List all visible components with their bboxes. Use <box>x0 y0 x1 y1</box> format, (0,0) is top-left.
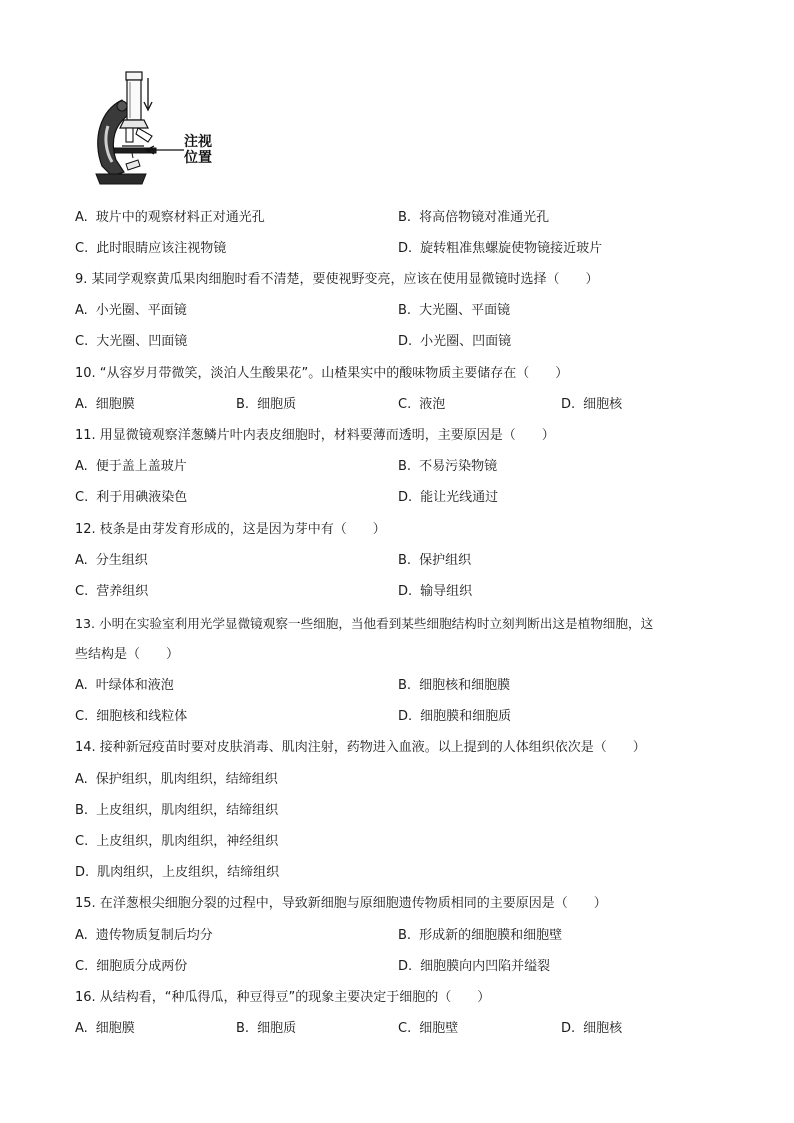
option-key: B. <box>398 210 412 225</box>
q12-option-b <box>398 551 471 571</box>
option-text: 便于盖上盖玻片 <box>95 459 187 474</box>
option-key: C. <box>75 584 89 599</box>
q14-option-b <box>75 801 278 821</box>
q12-option-d <box>398 582 472 602</box>
option-key: B. <box>398 553 412 568</box>
option-key: B. <box>398 303 412 318</box>
q13-option-a <box>75 676 174 696</box>
q14-option-d <box>75 863 279 883</box>
q14-option-c <box>75 832 278 852</box>
q15-option-a <box>75 926 213 946</box>
option-key: B. <box>75 803 89 818</box>
q12-stem: 12. 枝条是由芽发育形成的，这是因为芽中有（ ） <box>75 522 386 537</box>
q10-option-b <box>236 395 296 415</box>
q11-option-d <box>398 488 498 508</box>
option-text: 营养组织 <box>96 584 149 599</box>
option-text: 保护组织 <box>419 553 472 568</box>
option-text: 细胞膜向内凹陷并缢裂 <box>420 959 551 974</box>
option-text: 上皮组织，肌肉组织，神经组织 <box>96 834 279 849</box>
option-text: 此时眼睛应该注视物镜 <box>96 241 227 256</box>
q16-option-b <box>236 1019 296 1039</box>
q9-option-d <box>398 332 511 352</box>
option-text: 不易污染物镜 <box>419 459 498 474</box>
q8-option-c <box>75 239 226 259</box>
q10-option-d <box>561 395 622 415</box>
q10-option-a <box>75 395 135 415</box>
option-text: 小光圈、凹面镜 <box>420 334 512 349</box>
option-key: D. <box>398 334 413 349</box>
q16-stem: 16. 从结构看，“种瓜得瓜，种豆得豆”的现象主要决定于细胞的（ ） <box>75 990 491 1005</box>
q10-option-c <box>398 395 445 415</box>
option-text: 旋转粗准焦螺旋使物镜接近玻片 <box>420 241 603 256</box>
option-key: C. <box>75 709 89 724</box>
option-text: 能让光线通过 <box>420 490 499 505</box>
option-text: 小光圈、平面镜 <box>95 303 187 318</box>
q12-option-a <box>75 551 148 571</box>
option-text: 细胞核 <box>583 1021 623 1036</box>
q9-option-b <box>398 301 510 321</box>
q13-stem-line2: 些结构是（ ） <box>75 647 180 662</box>
option-key: C. <box>75 834 89 849</box>
q16-option-c <box>398 1019 458 1039</box>
option-key: D. <box>561 1021 576 1036</box>
microscope-figure <box>86 66 236 190</box>
q11-option-c <box>75 488 187 508</box>
option-text: 上皮组织，肌肉组织，结缔组织 <box>96 803 279 818</box>
microscope-icon <box>86 66 236 190</box>
option-key: A. <box>75 678 88 693</box>
option-text: 细胞质 <box>257 1021 297 1036</box>
option-key: A. <box>75 303 88 318</box>
option-text: 细胞壁 <box>419 1021 459 1036</box>
option-text: 细胞质分成两份 <box>96 959 188 974</box>
option-key: C. <box>75 490 89 505</box>
figure-label-line2: 位置 <box>184 150 212 166</box>
option-key: B. <box>398 459 412 474</box>
option-key: D. <box>75 865 90 880</box>
option-text: 输导组织 <box>420 584 473 599</box>
option-key: D. <box>398 959 413 974</box>
figure-label-line1: 注视 <box>184 134 212 150</box>
option-key: C. <box>398 397 412 412</box>
option-key: A. <box>75 459 88 474</box>
q14-option-a <box>75 770 278 790</box>
q9-option-c <box>75 332 187 352</box>
option-text: 细胞质 <box>257 397 297 412</box>
option-text: 分生组织 <box>95 553 148 568</box>
option-text: 肌肉组织，上皮组织，结缔组织 <box>97 865 280 880</box>
option-key: C. <box>75 959 89 974</box>
option-text: 形成新的细胞膜和细胞壁 <box>419 928 563 943</box>
option-key: B. <box>236 397 250 412</box>
option-key: A. <box>75 553 88 568</box>
option-text: 大光圈、平面镜 <box>419 303 511 318</box>
option-text: 利于用碘液染色 <box>96 490 188 505</box>
option-key: C. <box>398 1021 412 1036</box>
option-key: A. <box>75 1021 88 1036</box>
option-key: D. <box>398 490 413 505</box>
option-key: B. <box>236 1021 250 1036</box>
option-key: B. <box>398 678 412 693</box>
q12-option-c <box>75 582 148 602</box>
q13-option-c <box>75 707 187 727</box>
q8-option-d <box>398 239 602 259</box>
option-key: D. <box>561 397 576 412</box>
option-text: 细胞膜 <box>95 1021 135 1036</box>
option-key: A. <box>75 210 88 225</box>
q11-stem: 11. 用显微镜观察洋葱鳞片叶内表皮细胞时，材料要薄而透明，主要原因是（ ） <box>75 428 555 443</box>
q16-option-d <box>561 1019 622 1039</box>
option-text: 玻片中的观察材料正对通光孔 <box>95 210 265 225</box>
option-text: 大光圈、凹面镜 <box>96 334 188 349</box>
option-text: 细胞膜 <box>95 397 135 412</box>
q8-option-a <box>75 208 265 228</box>
q16-option-a <box>75 1019 135 1039</box>
q13-option-d <box>398 707 511 727</box>
q13-stem-line1: 13. 小明在实验室利用光学显微镜观察一些细胞，当他看到某些细胞结构时立刻判断出这是植物细胞，这 <box>75 616 654 631</box>
q15-option-d <box>398 957 550 977</box>
q11-option-a <box>75 457 187 477</box>
option-key: A. <box>75 928 88 943</box>
option-text: 保护组织，肌肉组织，结缔组织 <box>95 772 278 787</box>
q14-stem: 14. 接种新冠疫苗时要对皮肤消毒、肌肉注射，药物进入血液。以上提到的人体组织依次是（ ） <box>75 740 646 755</box>
option-key: C. <box>75 334 89 349</box>
q13-option-b <box>398 676 510 696</box>
option-text: 细胞核和细胞膜 <box>419 678 511 693</box>
q10-stem: 10. “从容岁月带微笑，淡泊人生酸果花”。山楂果实中的酸味物质主要储存在（ ） <box>75 366 569 381</box>
option-key: D. <box>398 241 413 256</box>
option-key: A. <box>75 772 88 787</box>
q15-stem: 15. 在洋葱根尖细胞分裂的过程中，导致新细胞与原细胞遗传物质相同的主要原因是（ ） <box>75 896 607 911</box>
option-text: 叶绿体和液泡 <box>95 678 174 693</box>
option-key: D. <box>398 709 413 724</box>
option-key: C. <box>75 241 89 256</box>
q8-option-b <box>398 208 549 228</box>
q9-stem: 9. 某同学观察黄瓜果肉细胞时看不清楚，要使视野变亮，应该在使用显微镜时选择（ ） <box>75 272 599 287</box>
option-text: 细胞核和线粒体 <box>96 709 188 724</box>
option-text: 遗传物质复制后均分 <box>95 928 213 943</box>
option-key: B. <box>398 928 412 943</box>
option-text: 液泡 <box>419 397 446 412</box>
option-key: A. <box>75 397 88 412</box>
option-text: 将高倍物镜对准通光孔 <box>419 210 550 225</box>
option-text: 细胞核 <box>583 397 623 412</box>
option-text: 细胞膜和细胞质 <box>420 709 512 724</box>
q9-option-a <box>75 301 187 321</box>
option-key: D. <box>398 584 413 599</box>
q11-option-b <box>398 457 497 477</box>
q15-option-c <box>75 957 187 977</box>
q15-option-b <box>398 926 562 946</box>
